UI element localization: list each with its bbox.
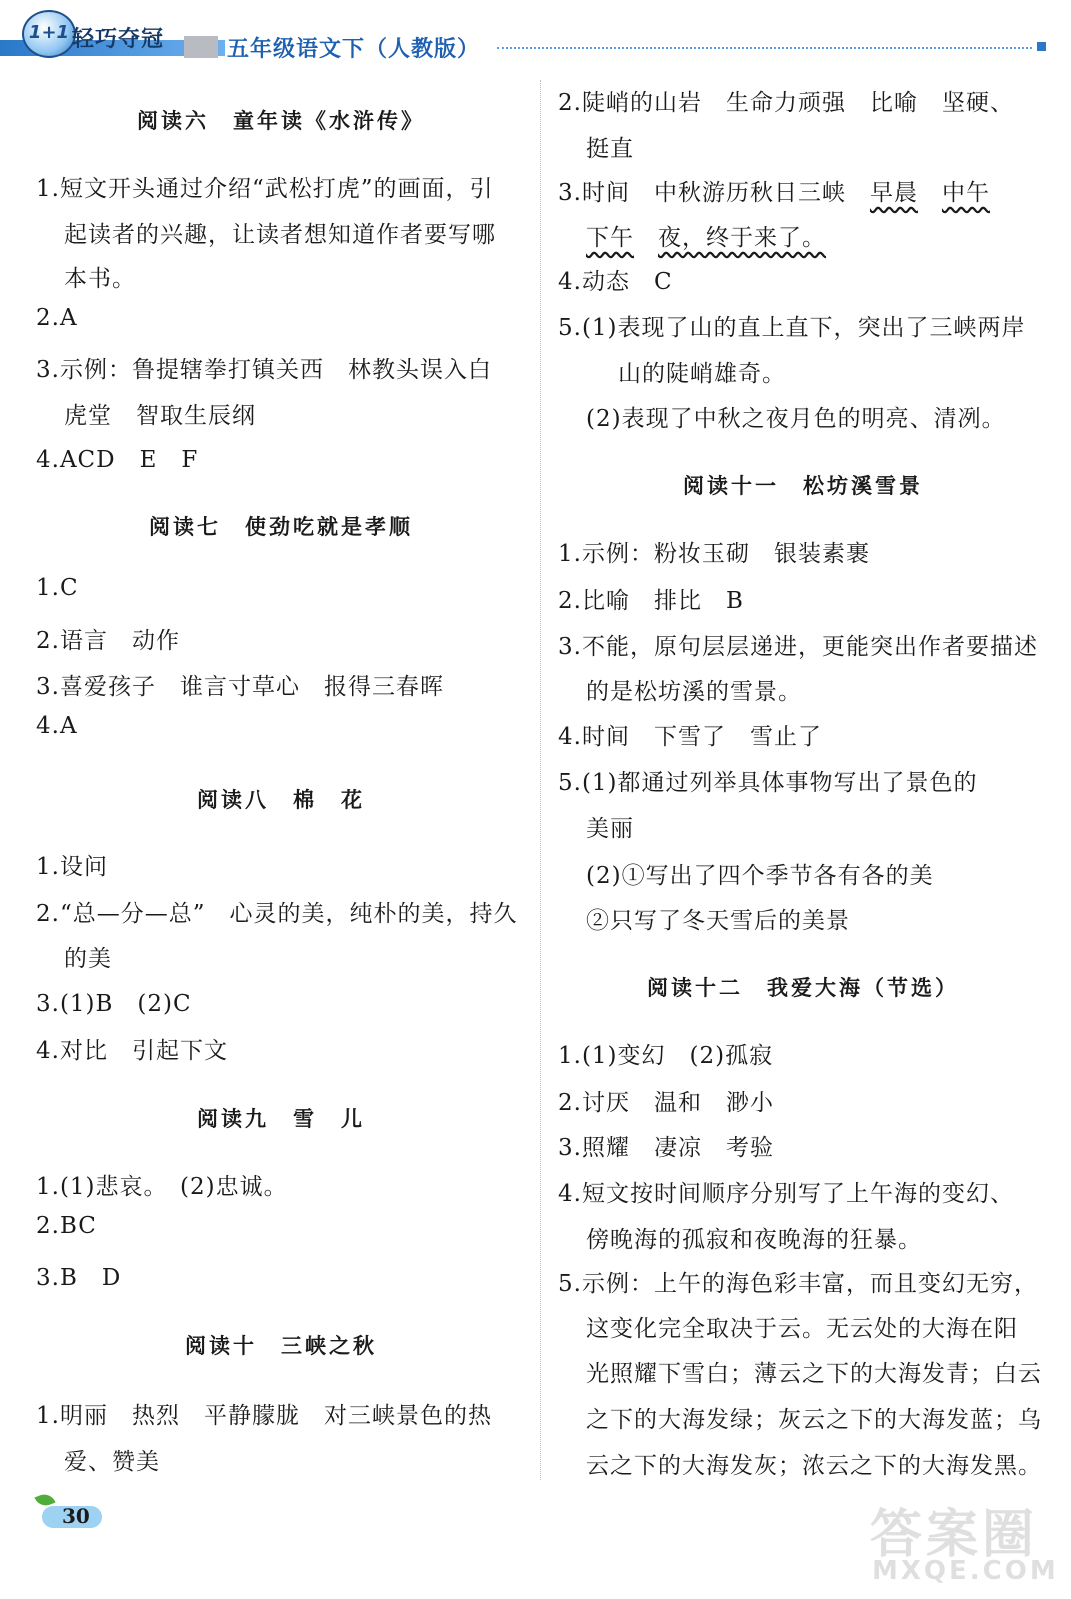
answer-line: 2.语言 动作 (36, 628, 180, 654)
answer-line: 这变化完全取决于云。无云处的大海在阳 (586, 1316, 1018, 1342)
answer-line: 1.C (36, 575, 79, 601)
logo-icon: 1+1 (22, 10, 76, 58)
answer-line: 4.短文按时间顺序分别写了上午海的变幻、 (558, 1181, 1014, 1207)
section-heading: 阅读六 童年读《水浒传》 (137, 109, 425, 133)
answer-line: ②只写了冬天雪后的美景 (586, 908, 850, 934)
answer-line: 3.喜爱孩子 谁言寸草心 报得三春晖 (36, 674, 444, 700)
answer-line: 1.示例：粉妆玉砌 银装素裹 (558, 541, 870, 567)
answer-line: 4.动态 C (558, 269, 673, 295)
header-dotted-rule (497, 47, 1032, 49)
answer-line: 光照耀下雪白；薄云之下的大海发青；白云 (586, 1361, 1042, 1387)
wavy-underlined-text: 夜，终于来了。 (658, 225, 826, 251)
answer-line: 2.比喻 排比 B (558, 588, 744, 614)
answer-line: 5.(1)表现了山的直上直下，突出了三峡两岸 (558, 315, 1026, 341)
answer-line: 1.明丽 热烈 平静朦胧 对三峡景色的热 (36, 1403, 492, 1429)
header-gray-block (184, 36, 218, 58)
answer-line: 傍晚海的孤寂和夜晚海的狂暴。 (586, 1227, 922, 1253)
answer-line: 2.“总—分—总” 心灵的美，纯朴的美，持久 (36, 901, 518, 927)
answer-line: 1.设问 (36, 854, 108, 880)
answer-line: 5.示例：上午的海色彩丰富，而且变幻无穷， (558, 1271, 1038, 1297)
answer-line: 4.对比 引起下文 (36, 1038, 228, 1064)
answer-line: 4.ACD E F (36, 447, 199, 473)
answer-line: 本书。 (64, 266, 136, 292)
answer-line: 美丽 (586, 816, 634, 842)
answer-line: 爱、赞美 (64, 1449, 160, 1475)
answer-line: 5.(1)都通过列举具体事物写出了景色的 (558, 770, 978, 796)
watermark-logo-text: 答案圈 (870, 1505, 1039, 1565)
answer-line: 4.时间 下雪了 雪止了 (558, 724, 822, 750)
column-divider (540, 80, 541, 1480)
section-heading: 阅读八 棉 花 (197, 788, 365, 812)
answer-line: 虎堂 智取生辰纲 (64, 403, 256, 429)
logo-text: 轻巧夺冠 (72, 27, 165, 52)
watermark (870, 1492, 1060, 1592)
wavy-underlined-text: 中午 (941, 180, 990, 206)
answer-line: (2)①写出了四个季节各有各的美 (586, 863, 934, 889)
answer-line: 2.BC (36, 1213, 97, 1239)
section-heading: 阅读七 使劲吃就是孝顺 (149, 515, 413, 539)
answer-line: 1.(1)悲哀。 (2)忠诚。 (36, 1174, 288, 1200)
page-number-badge (32, 1498, 104, 1528)
section-heading: 阅读九 雪 儿 (197, 1107, 365, 1131)
answer-line: 2.陡峭的山岩 生命力顽强 比喻 坚硬、 (558, 90, 1014, 116)
answer-line: 山的陡峭雄奇。 (618, 361, 786, 387)
answer-line: 4.A (36, 713, 78, 739)
answer-line: 3.示例：鲁提辖拳打镇关西 林教头误入白 (36, 357, 492, 383)
page-number: 30 (62, 1504, 90, 1528)
wavy-underlined-text: 早晨 (869, 180, 918, 206)
section-heading: 阅读十二 我爱大海（节选） (647, 976, 959, 1000)
section-heading: 阅读十一 松坊溪雪景 (683, 474, 923, 498)
answer-line: 3.不能，原句层层递进，更能突出作者要描述 (558, 634, 1038, 660)
subject-title: 五年级语文下（人教版） (227, 37, 481, 62)
answer-line: 3.(1)B (2)C (36, 991, 192, 1017)
answer-line: 2.讨厌 温和 渺小 (558, 1090, 774, 1116)
watermark-url: MXQE.COM (872, 1556, 1059, 1586)
answer-line: 起读者的兴趣，让读者想知道作者要写哪 (64, 222, 496, 248)
answer-text: 3.时间 中秋游历秋日三峡 (558, 180, 870, 206)
answer-line (558, 174, 990, 207)
page-header (0, 0, 1071, 70)
answer-line: 3.B D (36, 1265, 122, 1291)
answer-line: 1.短文开头通过介绍“武松打虎”的画面，引 (36, 176, 494, 202)
wavy-underlined-text: 下午 (586, 225, 634, 251)
section-heading: 阅读十 三峡之秋 (185, 1334, 377, 1358)
header-end-square (1037, 42, 1046, 51)
answer-line: 之下的大海发绿；灰云之下的大海发蓝；乌 (586, 1407, 1042, 1433)
answer-line: (2)表现了中秋之夜月色的明亮、清冽。 (586, 406, 1006, 432)
answer-line: 的是松坊溪的雪景。 (586, 679, 802, 705)
answer-line: 2.A (36, 305, 78, 331)
answer-line: 挺直 (586, 136, 634, 162)
answer-line: 1.(1)变幻 (2)孤寂 (558, 1043, 774, 1069)
answer-line: 云之下的大海发灰；浓云之下的大海发黑。 (586, 1453, 1042, 1479)
answer-line (586, 219, 826, 252)
answer-line: 的美 (64, 946, 112, 972)
answer-line: 3.照耀 凄凉 考验 (558, 1135, 774, 1161)
